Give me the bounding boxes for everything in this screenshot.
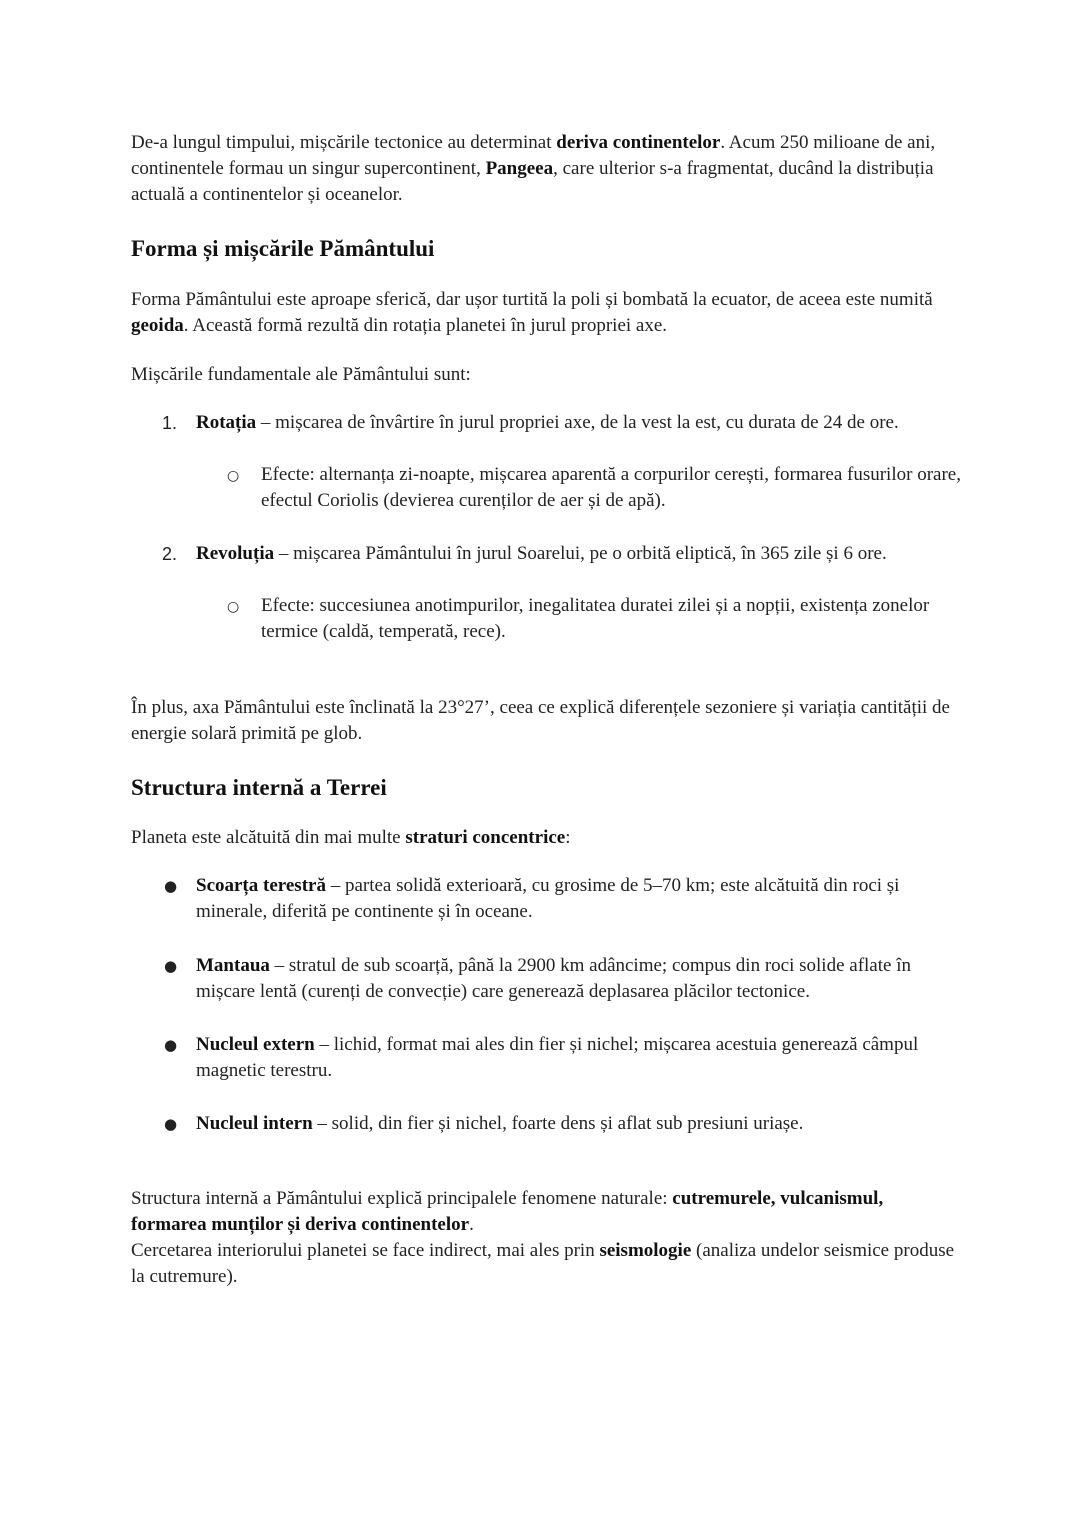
list-item-revolutia: Revoluția – mișcarea Pământului în jurul Soarelui, pe o orbită eliptică, în 365 zile și 6 ore. [196, 543, 887, 564]
paragraph-concluzie: Structura internă a Pământului explică principalele fenomene naturale: cutremurele, vulcanismul, formarea munților și deriva continentelor. Cercetarea interiorului planetei se face indirect, mai ales prin seismologie (analiza undelor seismice produse la cutremure). [131, 1188, 955, 1287]
list-item-rotatia: Rotația – mișcarea de învârtire în jurul propriei axe, de la vest la est, cu durata de 24 de ore. [196, 412, 899, 433]
list-item-scoarta: Scoarța terestră – partea solidă exterioară, cu grosime de 5–70 km; este alcătuită din roci și minerale, diferită pe continente și în oceane. [196, 875, 900, 922]
list-number: 1. [162, 413, 178, 433]
paragraph-miscari-intro: Mișcările fundamentale ale Pământului sunt: [131, 364, 471, 385]
bullet-icon: ● [164, 1115, 178, 1133]
sub-item-efecte-rotatie: Efecte: alternanța zi-noapte, mișcarea aparentă a corpurilor cerești, formarea fusurilor orare, efectul Coriolis (devierea curenților de aer și de apă). [261, 464, 961, 511]
list-item-nucleu-intern: Nucleul intern – solid, din fier și nichel, foarte dens și aflat sub presiuni uriașe. [196, 1113, 804, 1134]
bullet-icon: ● [164, 957, 178, 975]
list-item-mantaua: Mantaua – stratul de sub scoarță, până la 2900 km adâncime; compus din roci solide aflate în mișcare lentă (curenți de convecție) care generează deplasarea plăcilor tectonice. [196, 955, 911, 1002]
heading-structura-interna: Structura internă a Terrei [131, 775, 387, 800]
paragraph-straturi-intro: Planeta este alcătuită din mai multe straturi concentrice: [131, 827, 571, 848]
list-number: 2. [162, 544, 178, 564]
hollow-bullet-icon: ○ [227, 599, 240, 615]
paragraph-forma: Forma Pământului este aproape sferică, dar ușor turtită la poli și bombată la ecuator, de aceea este numită geoida. Această formă rezultă din rotația planetei în jurul propriei axe. [131, 289, 933, 336]
list-item-nucleu-extern: Nucleul extern – lichid, format mai ales din fier și nichel; mișcarea acestuia generează câmpul magnetic terestru. [196, 1034, 919, 1081]
bullet-icon: ● [164, 1036, 178, 1054]
paragraph-axa: În plus, axa Pământului este înclinată la 23°27’, ceea ce explică diferențele sezoniere și variația cantității de energie solară primită pe glob. [131, 697, 950, 744]
hollow-bullet-icon: ○ [227, 468, 240, 484]
bullet-icon: ● [164, 877, 178, 895]
sub-item-efecte-revolutie: Efecte: succesiunea anotimpurilor, inegalitatea duratei zilei și a nopții, existența zonelor termice (caldă, temperată, rece). [261, 595, 930, 642]
intro-paragraph: De-a lungul timpului, mișcările tectonice au determinat deriva continentelor. Acum 250 milioane de ani, continentele formau un singur supercontinent, Pangeea, care ulterior s-a fragmentat, ducând la distribuția actuală a continentelor și oceanelor. [131, 132, 936, 205]
heading-forma-miscari: Forma și mișcările Pământului [131, 236, 435, 261]
